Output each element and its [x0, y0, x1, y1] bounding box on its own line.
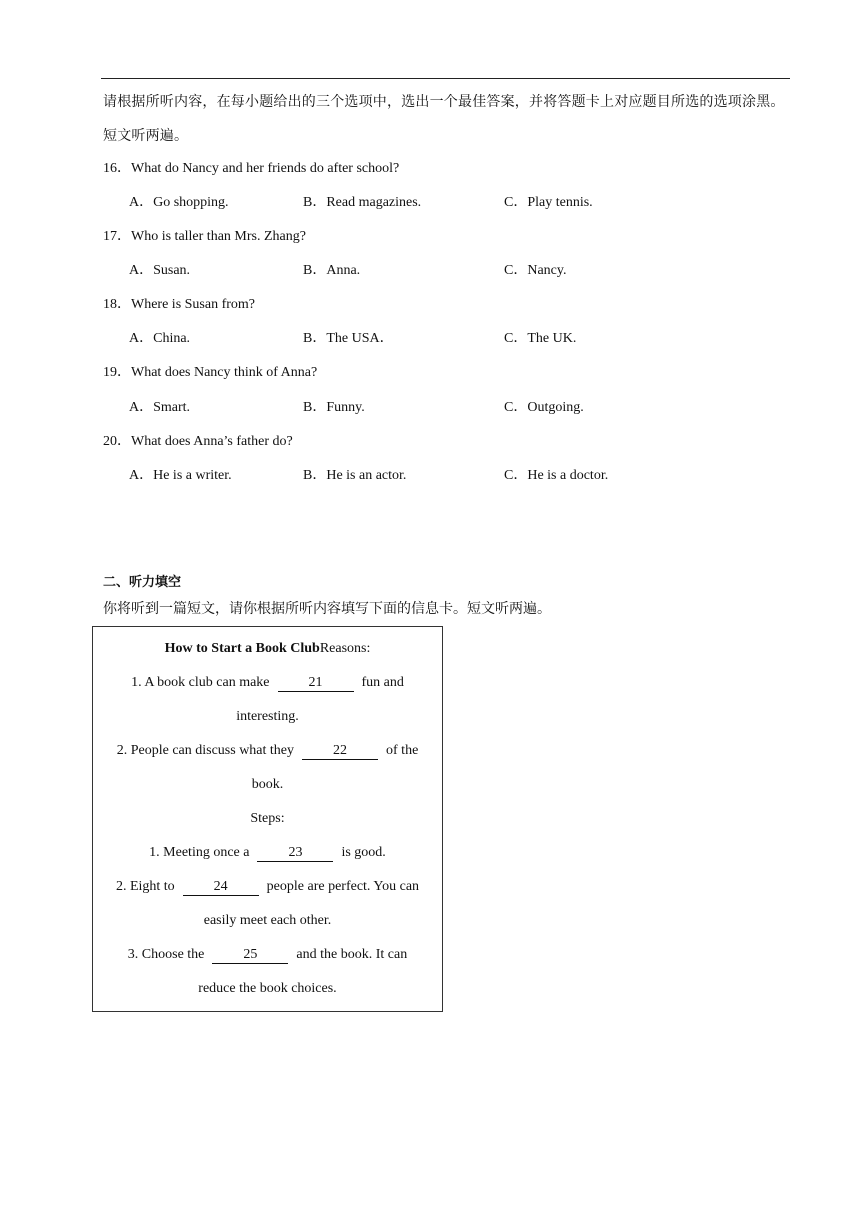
card-reason-1-continued: interesting.: [236, 709, 299, 724]
blank-21: 21: [278, 675, 354, 692]
blank-23: 23: [257, 845, 333, 862]
card-steps-heading: Steps:: [250, 811, 285, 826]
card-reason-2-continued: book.: [251, 777, 284, 792]
question-18-option-b: B．The USA．: [303, 331, 394, 346]
card-reasons-heading: Reasons:: [319, 641, 371, 656]
section1-instructions: 请根据所听内容，在每小题给出的三个选项中，选出一个最佳答案，并将答题卡上对应题目所选的选项涂黑。短文听两遍。: [103, 95, 785, 144]
question-20-option-a: A．He is a writer.: [129, 468, 232, 483]
card-reason-1-text: 1. A book club can make: [131, 675, 270, 690]
card-reason-2-tail: of the: [386, 743, 419, 758]
card-title: How to Start a Book Club: [164, 641, 320, 656]
blank-24: 24: [183, 879, 259, 896]
question-16-option-b: B．Read magazines.: [303, 195, 422, 210]
card-reason-1: [93, 675, 442, 692]
question-19-option-a: A．Smart.: [129, 400, 191, 415]
card-step-2-tail: people are perfect. You can: [266, 879, 420, 894]
card-step-2: [93, 879, 442, 896]
card-reason-2-text: 2. People can discuss what they: [116, 743, 295, 758]
question-19-option-b: B．Funny.: [303, 400, 365, 415]
question-17-option-a: A．Susan.: [129, 263, 191, 278]
card-step-3-text: 3. Choose the: [127, 947, 205, 962]
question-18-option-c: C．The UK.: [504, 331, 577, 346]
question-16-stem: 16．What do Nancy and her friends do after school?: [103, 161, 400, 176]
question-16-option-c: C．Play tennis.: [504, 195, 593, 210]
card-step-1-tail: is good.: [341, 845, 386, 860]
question-17-option-b: B．Anna.: [303, 263, 361, 278]
blank-22: 22: [302, 743, 378, 760]
question-20-option-b: B．He is an actor.: [303, 468, 407, 483]
blank-25: 25: [212, 947, 288, 964]
section2-instructions: 你将听到一篇短文，请你根据所听内容填写下面的信息卡。短文听两遍。: [103, 602, 551, 617]
card-step-2-continued: easily meet each other.: [203, 913, 332, 928]
card-reason-2: [93, 743, 442, 760]
question-18-stem: 18．Where is Susan from?: [103, 297, 256, 312]
info-card: [92, 626, 443, 1012]
question-18-option-a: A．China.: [129, 331, 191, 346]
card-title-line: [93, 641, 442, 657]
card-step-1-text: 1. Meeting once a: [149, 845, 250, 860]
header-divider: [101, 78, 790, 79]
question-19-option-c: C．Outgoing.: [504, 400, 584, 415]
question-17-stem: 17．Who is taller than Mrs. Zhang?: [103, 229, 306, 244]
card-step-1: [93, 845, 442, 862]
card-step-2-text: 2. Eight to: [115, 879, 175, 894]
section2-title: 二、听力填空: [103, 575, 182, 590]
card-step-3: [93, 947, 442, 964]
card-step-3-continued: reduce the book choices.: [198, 981, 337, 996]
question-16-option-a: A．Go shopping.: [129, 195, 229, 210]
card-step-3-tail: and the book. It can: [296, 947, 408, 962]
question-19-stem: 19．What does Nancy think of Anna?: [103, 365, 318, 380]
question-20-option-c: C．He is a doctor.: [504, 468, 609, 483]
card-reason-1-tail: fun and: [361, 675, 404, 690]
question-20-stem: 20．What does Anna’s father do?: [103, 434, 293, 449]
question-17-option-c: C．Nancy.: [504, 263, 567, 278]
